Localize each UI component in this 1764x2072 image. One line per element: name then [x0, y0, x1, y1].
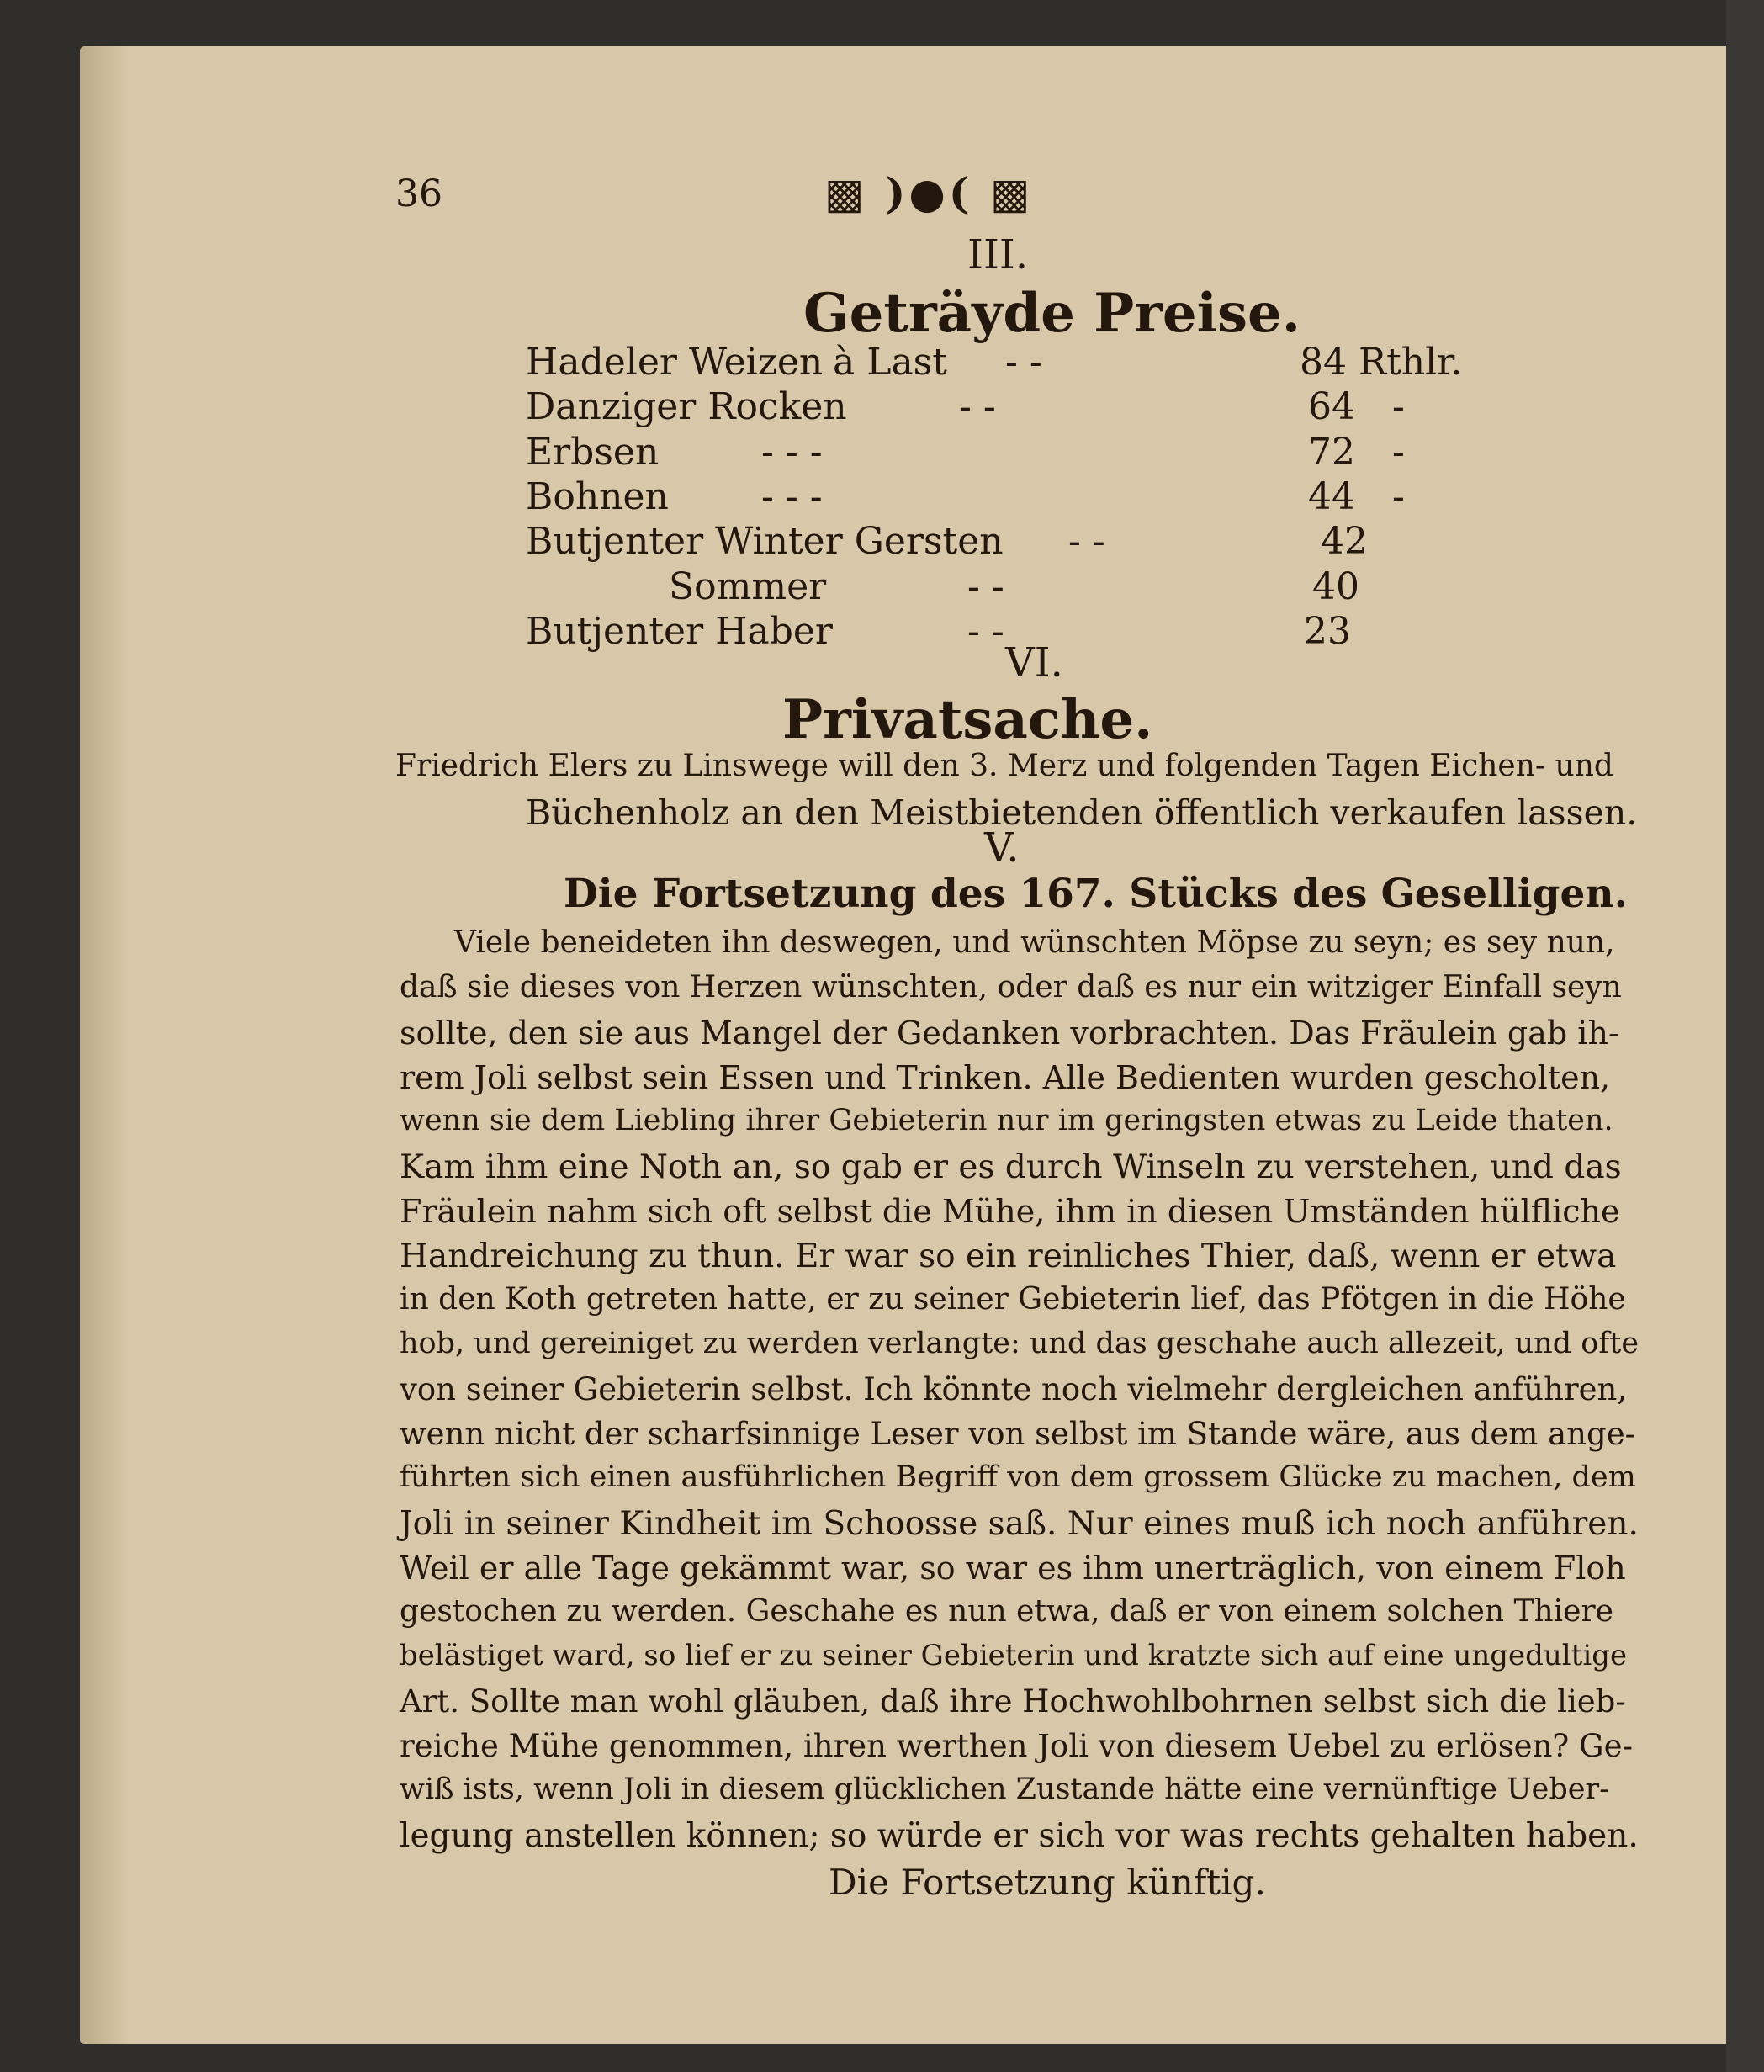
price-dashes: - -	[1068, 520, 1105, 563]
continuation-title: Die Fortsetzung des 167. Stücks des Geselligen.	[564, 871, 1628, 917]
header-ornament: ▩ )●( ▩	[824, 168, 1034, 218]
body-line: belästiget ward, so lief er zu seiner Gebieterin und kratzte sich auf eine ungedultige	[400, 1639, 1628, 1672]
price-item: Danziger Rocken	[526, 385, 847, 428]
price-dashes: - -	[959, 385, 996, 428]
price-value: 64	[1308, 385, 1355, 428]
price-unit: -	[1392, 431, 1405, 474]
price-dashes: - -	[967, 610, 1004, 653]
price-dashes: - -	[967, 565, 1004, 608]
price-item: Sommer	[669, 565, 827, 608]
body-line: wenn nicht der scharfsinnige Leser von selbst im Stande wäre, aus dem ange-	[400, 1416, 1636, 1452]
closing-line: Die Fortsetzung künftig.	[829, 1862, 1266, 1903]
price-item: Erbsen	[526, 431, 660, 474]
body-line: in den Koth getreten hatte, er zu seiner Gebieterin lief, das Pfötgen in die Höhe	[400, 1282, 1626, 1317]
price-unit: -	[1392, 475, 1405, 518]
body-line: Art. Sollte man wohl gläuben, daß ihre Hochwohlbohrnen selbst sich die lieb-	[400, 1683, 1626, 1720]
body-line: rem Joli selbst sein Essen und Trinken. Alle Bedienten wurden gescholten,	[400, 1059, 1611, 1096]
price-dashes: - - -	[761, 431, 823, 474]
body-line: gestochen zu werden. Geschahe es nun etwa, daß er von einem solchen Thiere	[400, 1594, 1613, 1629]
price-dashes: - - -	[761, 475, 823, 518]
price-per: à Last	[833, 341, 947, 384]
price-value: 40	[1312, 565, 1359, 608]
price-unit: Rthlr.	[1359, 341, 1463, 384]
price-item: Butjenter Winter Gersten	[526, 520, 1004, 563]
body-line: Joli in seiner Kindheit im Schoosse saß. Nur eines muß ich noch anführen.	[400, 1505, 1639, 1543]
price-item: Bohnen	[526, 475, 669, 518]
private-line: Friedrich Elers zu Linswege will den 3. Merz und folgenden Tagen Eichen- und	[395, 749, 1613, 783]
price-unit: -	[1392, 385, 1405, 428]
price-value: 72	[1308, 431, 1355, 474]
price-value: 84	[1300, 341, 1347, 384]
body-line: sollte, den sie aus Mangel der Gedanken vorbrachten. Das Fräulein gab ih-	[400, 1015, 1619, 1052]
body-line: wiß ists, wenn Joli in diesem glücklichen Zustande hätte eine vernünftige Ueber-	[400, 1773, 1609, 1806]
body-line: legung anstellen können; so würde er sich vor was rechts gehalten haben.	[400, 1817, 1639, 1855]
body-line: Fräulein nahm sich oft selbst die Mühe, ihm in diesen Umständen hülfliche	[400, 1193, 1620, 1230]
price-item: Hadeler Weizen	[526, 341, 824, 384]
price-value: 42	[1321, 520, 1368, 563]
page-number: 36	[395, 172, 442, 215]
price-value: 23	[1304, 610, 1351, 653]
private-numeral: VI.	[1005, 639, 1063, 686]
price-item: Butjenter Haber	[526, 610, 833, 653]
price-dashes: - -	[1005, 341, 1042, 384]
private-title: Privatsache.	[782, 688, 1153, 751]
body-line: wenn sie dem Liebling ihrer Gebieterin nur im geringsten etwas zu Leide thaten.	[400, 1104, 1613, 1137]
body-line: reiche Mühe genommen, ihren werthen Joli von diesem Uebel zu erlösen? Ge-	[400, 1728, 1633, 1764]
body-line: daß sie dieses von Herzen wünschten, oder daß es nur ein witziger Einfall seyn	[400, 970, 1622, 1004]
price-value: 44	[1308, 475, 1355, 518]
body-line: von seiner Gebieterin selbst. Ich könnte noch vielmehr dergleichen anführen,	[400, 1371, 1628, 1407]
body-line: Kam ihm eine Noth an, so gab er es durch Winseln zu verstehen, und das	[400, 1148, 1622, 1186]
body-line: hob, und gereiniget zu werden verlangte: und das geschahe auch allezeit, und ofte	[400, 1327, 1640, 1360]
prices-title: Geträyde Preise.	[803, 282, 1300, 345]
private-line: Büchenholz an den Meistbietenden öffentlich verkaufen lassen.	[526, 792, 1638, 833]
prices-numeral: III.	[967, 231, 1029, 278]
continuation-numeral: V.	[984, 824, 1020, 872]
body-line: Handreichung zu thun. Er war so ein reinliches Thier, daß, wenn er etwa	[400, 1237, 1617, 1275]
body-line: Viele beneideten ihn deswegen, und wünschten Möpse zu seyn; es sey nun,	[454, 925, 1615, 960]
body-line: führten sich einen ausführlichen Begriff von dem grossem Glücke zu machen, dem	[400, 1460, 1636, 1494]
body-line: Weil er alle Tage gekämmt war, so war es ihm unerträglich, von einem Floh	[400, 1550, 1626, 1587]
